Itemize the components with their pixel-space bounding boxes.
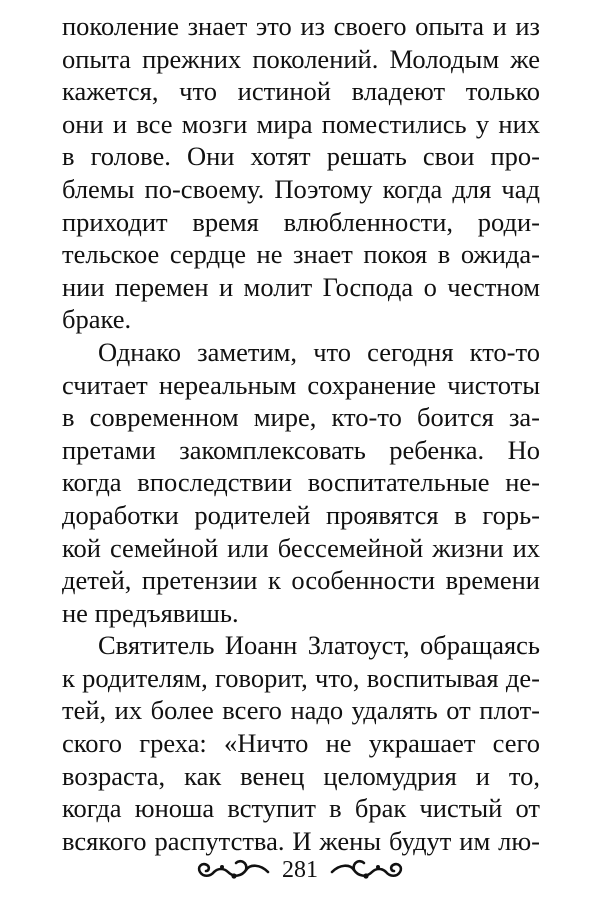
- text-line: доработки родителей проявятся в горь-: [62, 499, 540, 530]
- text-line: в современном мире, кто-то боится за-: [62, 402, 540, 433]
- text-line: тей, их более всего надо удалять от плот-: [62, 695, 540, 726]
- text-line: всякого распутства. И жены будут им лю-: [62, 825, 540, 856]
- text-line: претами закомплексовать ребенка. Но: [62, 434, 540, 465]
- text-line: когда юноша вступит в брак чистый от: [62, 793, 540, 824]
- text-line: браке.: [62, 304, 132, 335]
- text-line: тельское сердце не знает покоя в ожида-: [62, 239, 540, 270]
- text-line: когда впоследствии воспитательные не-: [62, 467, 540, 498]
- body-text: [62, 10, 540, 857]
- page-number: 281: [282, 856, 318, 883]
- text-line: поколение знает это из своего опыта и из: [62, 11, 540, 41]
- text-line: к родителям, говорит, что, воспитывая де-: [62, 662, 540, 693]
- text-line: нии перемен и молит Господа о честном: [62, 271, 540, 302]
- text-line: ского греха: «Ничто не украшает сего: [62, 728, 540, 759]
- text-line: кой семейной или бессемейной жизни их: [62, 532, 540, 563]
- text-line: опыта прежних поколений. Молодым же: [62, 43, 540, 74]
- text-line: они и все мозги мира поместились у них: [62, 108, 540, 139]
- text-line: считает нереальным сохранение чистоты: [62, 369, 540, 400]
- text-line: Однако заметим, что сегодня кто-то: [98, 336, 540, 367]
- text-line: не предъявишь.: [62, 597, 239, 628]
- flourish-left-icon: [194, 856, 270, 884]
- text-line: Святитель Иоанн Златоуст, обращаясь: [98, 630, 540, 661]
- text-line: возраста, как венец целомудрия и то,: [62, 760, 540, 791]
- text-line: кажется, что истиной владеют только: [62, 76, 540, 107]
- text-line: детей, претензии к особенности времени: [62, 565, 540, 596]
- page-footer: [0, 850, 600, 890]
- flourish-right-icon: [330, 856, 406, 884]
- text-line: приходит время влюбленности, роди-: [62, 206, 540, 237]
- text-line: в голове. Они хотят решать свои про-: [62, 141, 540, 172]
- text-line: блемы по-своему. Поэтому когда для чад: [62, 173, 540, 204]
